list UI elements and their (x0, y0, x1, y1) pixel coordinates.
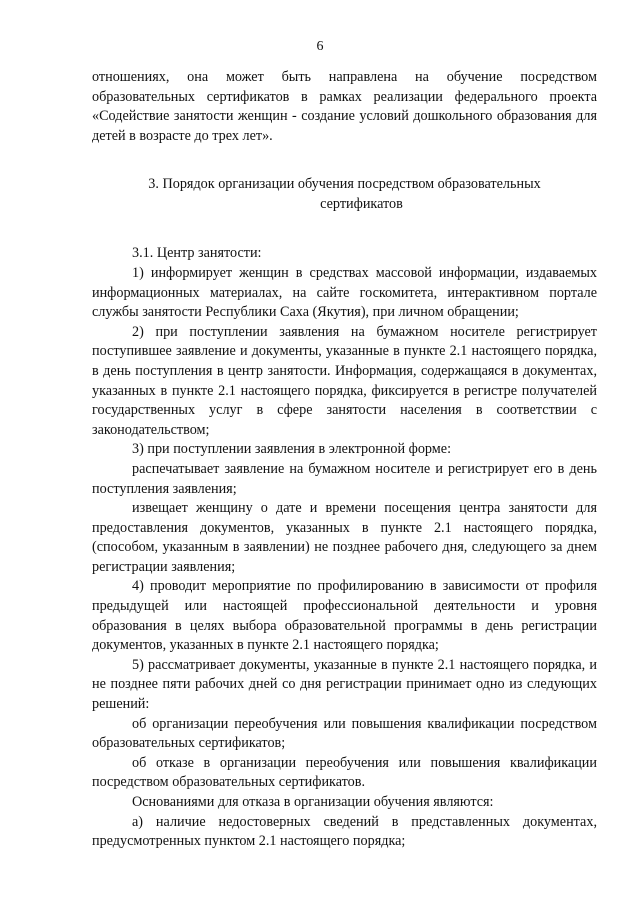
paragraph-refusal-grounds: Основаниями для отказа в организации обучения являются: (132, 794, 494, 810)
section-heading (92, 174, 597, 214)
paragraph-decision-refusal: об отказе в организации переобучения или повышения квалификации посредством образовательных сертификатов. (92, 754, 597, 791)
section-heading-line-2: сертификатов (320, 196, 403, 213)
document-body (92, 68, 597, 852)
paragraph-decision-retraining: об организации переобучения или повышения квалификации посредством образовательных сертификатов; (92, 715, 597, 752)
paragraph-ground-a: а) наличие недостоверных сведений в представленных документах, предусмотренных пунктом 2.1 настоящего порядка; (92, 813, 597, 850)
paragraph-item-2: 2) при поступлении заявления на бумажном носителе регистрирует поступившее заявление и документы, указанные в пункте 2.1 настоящего порядка, в день поступления в центр занятости. Информация, содержащаяся в документах, указанных в пункте 2.1 настоящего порядка, фиксируется в регистре получателей государственных услуг в сфере занятости населения в соответствии с законодательством; (92, 323, 597, 438)
paragraph-item-5: 5) рассматривает документы, указанные в пункте 2.1 настоящего порядка, и не позднее пяти рабочих дней со дня регистрации принимает одно из следующих решений: (92, 656, 597, 713)
paragraph-3-1: 3.1. Центр занятости: (132, 245, 262, 262)
paragraph-item-3: 3) при поступлении заявления в электронной форме: (132, 441, 452, 458)
paragraph-item-3-print: распечатывает заявление на бумажном носителе и регистрирует его в день поступления заявления; (92, 460, 597, 497)
section-heading-line-1: 3. Порядок организации обучения посредством образовательных (148, 176, 541, 193)
paragraph-item-4: 4) проводит мероприятие по профилированию в зависимости от профиля предыдущей или настоящей профессиональной деятельности и уровня образования в целях выбора образовательной программы в день регистрации документов, указанных в пункте 2.1 настоящего порядка; (92, 578, 597, 654)
paragraph-item-1: 1) информирует женщин в средствах массовой информации, издаваемых информационных материалах, на сайте госкомитета, интерактивном портале службы занятости Республики Саха (Якутия), при личном обращении; (92, 264, 597, 321)
paragraph-item-3-notify: извещает женщину о дате и времени посещения центра занятости для предоставления документов, указанных в пункте 2.1 настоящего порядка, (способом, указанным в заявлении) не позднее рабочего дня, следующего за днем регистрации заявления; (92, 500, 597, 575)
intro-paragraph: отношениях, она может быть направлена на обучение посредством образовательных сертификатов в рамках реализации федерального проекта «Содействие занятости женщин - создание условий дошкольного образования для детей в возрасте до трех лет». (92, 69, 597, 144)
page-number: 6 (316, 39, 324, 54)
